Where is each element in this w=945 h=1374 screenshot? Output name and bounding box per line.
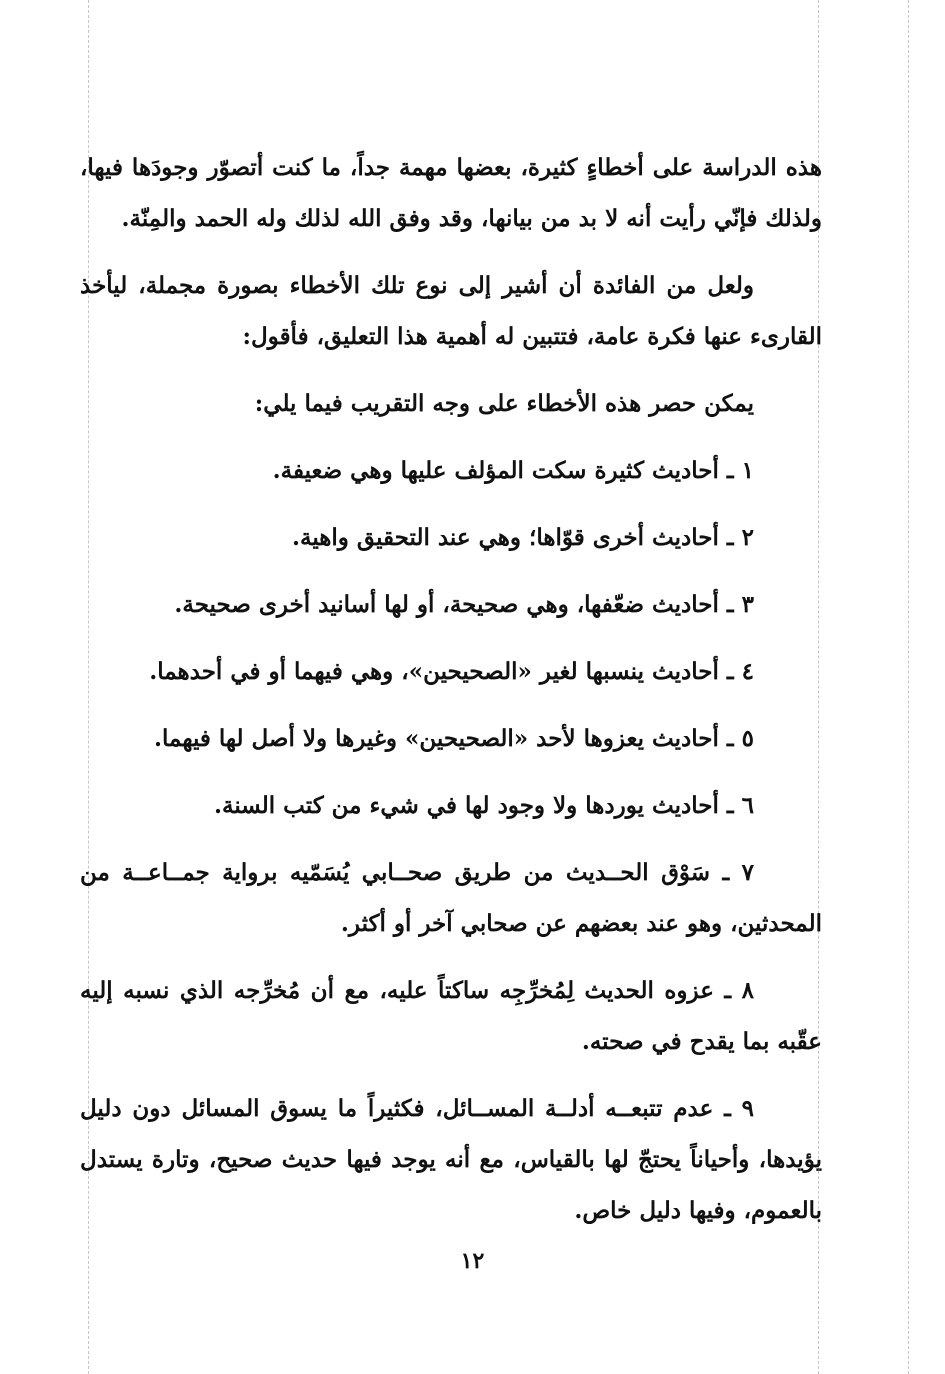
list-item: ٤ ـ أحاديث ينسبها لغير «الصحيحين»، وهي فيهما أو في أحدهما. bbox=[149, 658, 754, 685]
margin-guide-outer bbox=[908, 0, 909, 1374]
list-item: ٥ ـ أحاديث يعزوها لأحد «الصحيحين» وغيرها ولا أصل لها فيهما. bbox=[154, 725, 754, 752]
list-item: ٦ ـ أحاديث يوردها ولا وجود لها في شيء من كتب السنة. bbox=[213, 792, 754, 819]
list-item: ٨ ـ عزوه الحديث لِمُخرِّجِه ساكتاً عليه، مع أن مُخرِّجه الذي نسبه إليه عقّبه بما يقدح في صحته. bbox=[80, 977, 822, 1055]
paragraph-benefit: ولعل من الفائدة أن أشير إلى نوع تلك الأخطاء بصورة مجملة، ليأخذ القارىء عنها فكرة عامة، فتتبين له أهمية هذا التعليق، فأقول: bbox=[80, 272, 822, 350]
page-body bbox=[80, 142, 822, 1252]
page-number: ١٢ bbox=[460, 1248, 485, 1274]
list-item: ١ ـ أحاديث كثيرة سكت المؤلف عليها وهي ضعيفة. bbox=[272, 457, 754, 484]
list-item: ٢ ـ أحاديث أخرى قوّاها؛ وهي عند التحقيق واهية. bbox=[291, 524, 754, 551]
list-item: ٣ ـ أحاديث ضعّفها، وهي صحيحة، أو لها أسانيد أخرى صحيحة. bbox=[174, 591, 754, 618]
list-item: ٩ ـ عدم تتبعــه أدلــة المســائل، فكثيراً ما يسوق المسائل دون دليل يؤيدها، وأحياناً يحتجّ لها بالقياس، مع أنه يوجد فيها حديث صحيح، وتارة يستدل بالعموم، وفيها دليل خاص. bbox=[80, 1095, 822, 1224]
list-item: ٧ ـ سَوْق الحــديث من طريق صحــابي يُسَمّيه برواية جمــاعــة من المحدثين، وهو عند بعضهم عن صحابي آخر أو أكثر. bbox=[80, 859, 822, 937]
paragraph-summary: يمكن حصر هذه الأخطاء على وجه التقريب فيما يلي: bbox=[254, 390, 754, 417]
paragraph-intro: هذه الدراسة على أخطاءٍ كثيرة، بعضها مهمة جداً، ما كنت أتصوّر وجودَها فيها، ولذلك فإنّي رأيت أنه لا بد من بيانها، وقد وفق الله لذلك وله الحمد والمِنّة. bbox=[80, 154, 822, 232]
